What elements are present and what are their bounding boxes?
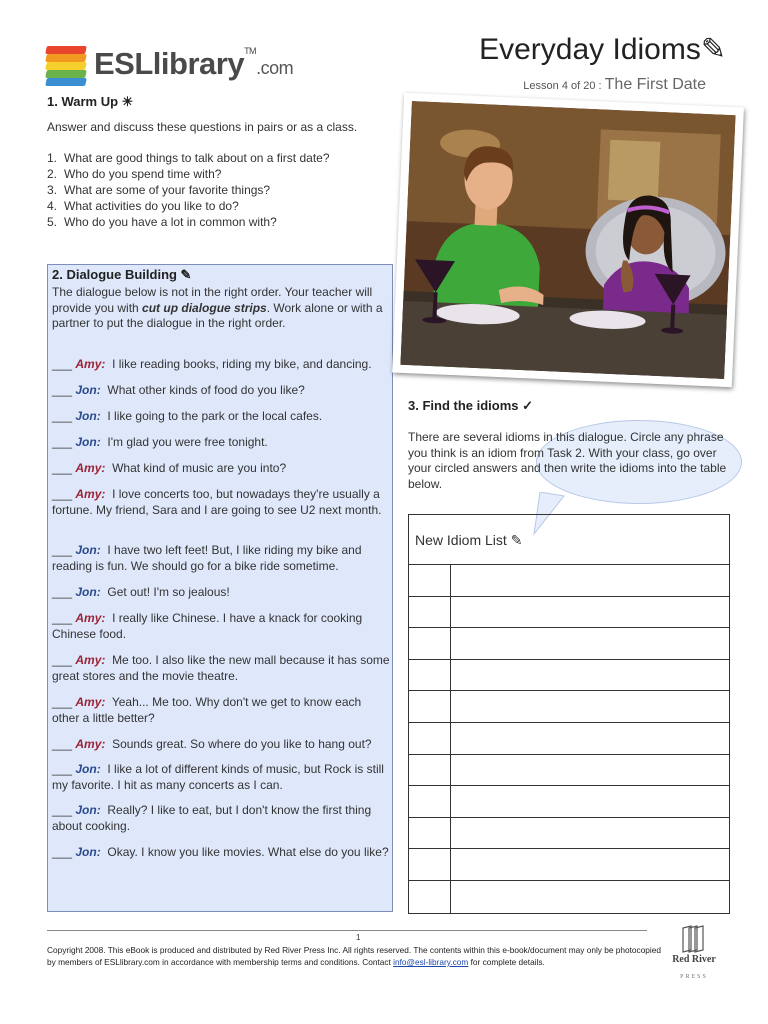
idiom-table-title: New Idiom List ✎	[409, 515, 729, 565]
table-row[interactable]	[409, 786, 729, 818]
list-item: 2. Who do you spend time with?	[47, 167, 222, 181]
first-date-photo	[392, 93, 744, 388]
idiom-list-table	[408, 514, 730, 914]
table-row[interactable]	[409, 628, 729, 660]
table-row[interactable]	[409, 565, 729, 597]
table-row[interactable]	[409, 818, 729, 850]
dialogue-line: ___ Amy: I really like Chinese. I have a knack for cooking Chinese food.	[52, 611, 363, 641]
dialogue-line: ___ Amy: Yeah... Me too. Why don't we get to know each other a little better?	[52, 695, 362, 725]
dialogue-line: ___ Jon: I like going to the park or the local cafes.	[52, 409, 323, 423]
list-item: 1. What are good things to talk about on a first date?	[47, 151, 330, 165]
dialogue-intro: The dialogue below is not in the right order. Your teacher will provide you with cut up dialogue strips. Work alone or with a partner to put the dialogue in the right order.	[52, 285, 383, 330]
books-stack-icon	[44, 44, 88, 88]
dialogue-line: ___ Amy: What kind of music are you into?	[52, 461, 287, 475]
find-idioms-heading: 3. Find the idioms ✓	[408, 398, 534, 413]
restaurant-couple-illustration	[400, 101, 735, 379]
list-item: 4. What activities do you like to do?	[47, 199, 239, 213]
publisher-sub: PRESS	[680, 974, 708, 980]
dialogue-line: ___ Amy: Me too. I also like the new mall because it has some great stores and the movie theatre.	[52, 653, 390, 683]
dialogue-building-box	[47, 264, 393, 912]
table-row[interactable]	[409, 723, 729, 755]
dialogue-line: ___ Amy: I like reading books, riding my bike, and dancing.	[52, 357, 372, 371]
warmup-heading: 1. Warm Up ☀	[47, 94, 134, 109]
logo-wordmark: ESLlibrary™.com	[94, 46, 294, 81]
publisher-name: Red River	[672, 954, 716, 965]
book-pages-icon	[679, 924, 709, 954]
table-row[interactable]	[409, 755, 729, 787]
dialogue-line: ___ Amy: I love concerts too, but nowadays they're usually a fortune. My friend, Sara and I are going to see U2 next month.	[52, 487, 382, 517]
dialogue-line: ___ Amy: Sounds great. So where do you like to hang out?	[52, 737, 372, 751]
warmup-questions	[47, 150, 330, 230]
warmup-intro: Answer and discuss these questions in pairs or as a class.	[47, 120, 358, 134]
lesson-label: Lesson 4 of 20 :	[523, 80, 602, 92]
esl-library-logo	[44, 44, 294, 88]
copyright-notice: Copyright 2008. This eBook is produced and distributed by Red River Press Inc. All rights reserved. The contents within this e-book/document may only be photocopied by members of ESLlibrary.com in accordance with membership terms and conditions. Contact info@esl-library.com for complete details.	[47, 945, 661, 967]
table-row[interactable]	[409, 881, 729, 913]
dialogue-line: ___ Jon: Okay. I know you like movies. What else do you like?	[52, 845, 389, 859]
dialogue-line: ___ Jon: Really? I like to eat, but I don't know the first thing about cooking.	[52, 803, 372, 833]
page-number: 1	[356, 933, 361, 942]
footer-divider	[47, 930, 647, 931]
table-row[interactable]	[409, 849, 729, 881]
lesson-name: The First Date	[604, 76, 706, 93]
list-item: 5. Who do you have a lot in common with?	[47, 215, 277, 229]
table-row[interactable]	[409, 660, 729, 692]
dialogue-line: ___ Jon: What other kinds of food do you like?	[52, 383, 305, 397]
worksheet-title: Everyday Idioms✎	[479, 33, 726, 66]
dialogue-line: ___ Jon: I like a lot of different kinds of music, but Rock is still my favorite. I hit as many concerts as I can.	[52, 762, 384, 792]
dialogue-line: ___ Jon: Get out! I'm so jealous!	[52, 585, 230, 599]
contact-email-link[interactable]: info@esl-library.com	[393, 957, 469, 967]
find-idioms-intro: There are several idioms in this dialogue. Circle any phrase you think is an idiom from Task 2. With your class, go over your circled answers and then write the idioms into the table below.	[408, 430, 727, 491]
dialogue-heading: 2. Dialogue Building ✎	[52, 267, 192, 282]
dialogue-line: ___ Jon: I have two left feet! But, I like riding my bike and reading is fun. We should go for a bike ride sometime.	[52, 543, 362, 573]
red-river-press-logo	[666, 924, 722, 980]
lesson-subtitle	[523, 76, 706, 94]
dialogue-line: ___ Jon: I'm glad you were free tonight.	[52, 435, 268, 449]
list-item: 3. What are some of your favorite things?	[47, 183, 271, 197]
table-row[interactable]	[409, 691, 729, 723]
table-row[interactable]	[409, 597, 729, 629]
